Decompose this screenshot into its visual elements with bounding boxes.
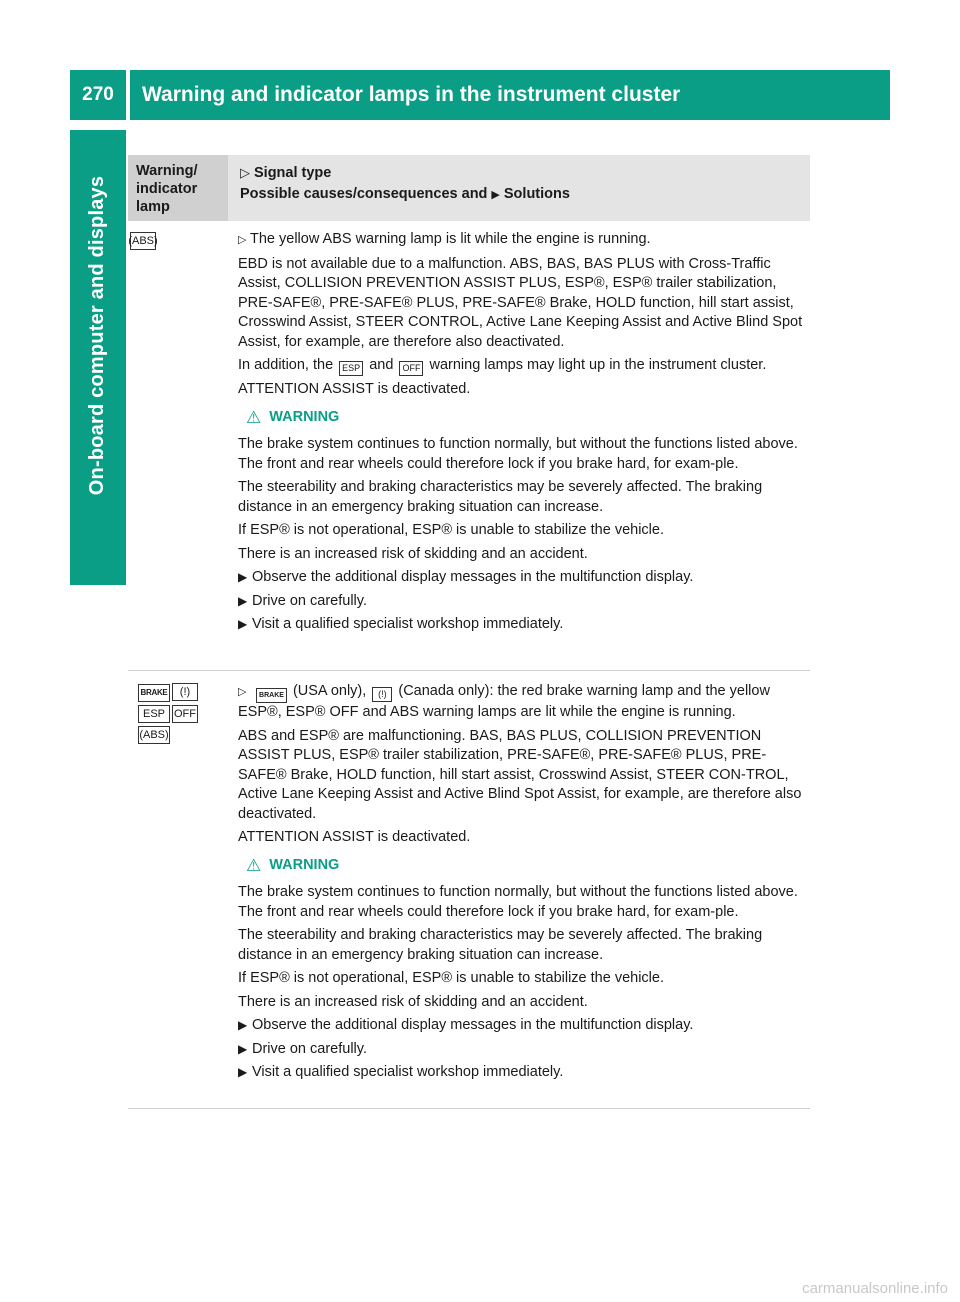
signal-triangle-icon: ▷ xyxy=(238,686,247,698)
row1-warning-3: If ESP® is not operational, ESP® is unable to stabilize the vehicle. xyxy=(238,522,664,539)
row-separator xyxy=(128,1108,810,1109)
solution-arrow-icon: ▶ xyxy=(238,570,248,585)
solution-arrow-icon: ▶ xyxy=(238,1018,248,1033)
signal-triangle-icon: ▷ xyxy=(238,234,247,246)
row2-warning-2: The steerability and braking characteristics may be severely affected. The braking distance in an emergency braking situation can increase. xyxy=(238,927,763,963)
esp-off-icon: OFF xyxy=(399,361,423,376)
warning-triangle-icon: ⚠ xyxy=(246,856,262,875)
esp-warning-icon: ESP xyxy=(339,361,363,376)
row2-warning-3: If ESP® is not operational, ESP® is unable to stabilize the vehicle. xyxy=(238,970,664,987)
solution-arrow-icon: ▶ xyxy=(491,188,500,201)
brake-canada-icon: (!) xyxy=(372,687,392,702)
row2-lamps xyxy=(138,682,208,746)
row2-attention: ATTENTION ASSIST is deactivated. xyxy=(238,829,471,846)
row2-warning-1: The brake system continues to function normally, but without the functions listed above. The front and rear wheels could therefore lock if you brake hard, for exam-ple. xyxy=(238,884,798,920)
solution-arrow-icon: ▶ xyxy=(238,1065,248,1080)
solution-arrow-icon: ▶ xyxy=(238,1041,248,1056)
col1-header: Warning/ indicator lamp xyxy=(128,155,228,221)
abs-warning-icon: (ABS) xyxy=(138,726,170,744)
warning-heading: ⚠ WARNING xyxy=(246,856,340,875)
row2-content: ▷ BRAKE (USA only), (!) (Canada only): the red brake warning lamp and the yellow ESP®, ESP® OFF and ABS warning lamps are lit while the engine is running. ABS and ESP® are malfunctioning. BAS, BAS PLUS, COLLISION PREVENTION ASSIST PLUS, ESP® trailer stabilization, PRE-SAFE®, PRE-SAFE® PLUS, PRE-SAFE® Brake, HOLD function, hill start assist, Crosswind Assist, STEER CON-TROL, Active Lane Keeping Assist and Active Blind Spot Assist, for example, are therefore also deactivated. ATTENTION ASSIST is deactivated. ⚠ WARNING The brake system continues to function normally, but without the functions listed above. The front and rear wheels could therefore lock if you brake hard, for exam-ple. The steerability and braking characteristics may be severely affected. The braking distance in an emergency braking situation can increase. If ESP® is not operational, ESP® is unable to stabilize the vehicle. There is an increased risk of skidding and an accident. ▶ Observe the additional display messages in the multifunction display. ▶ Drive on carefully. ▶ Visit a qualified specialist workshop immediately. xyxy=(238,682,804,1087)
footer-watermark: carmanualsonline.info xyxy=(802,1280,948,1297)
abs-warning-icon: (ABS) xyxy=(130,232,156,250)
row1-warning-1: The brake system continues to function normally, but without the functions listed above. The front and rear wheels could therefore lock if you brake hard, for exam-ple. xyxy=(238,436,798,472)
side-tab-label: On-board computer and displays xyxy=(86,175,109,495)
solutions-heading: Solutions xyxy=(503,186,570,202)
row1-lamps xyxy=(130,231,158,252)
esp-off-icon: OFF xyxy=(172,705,198,723)
row1-warning-4: There is an increased risk of skidding and an accident. xyxy=(238,545,588,562)
row1-cause: EBD is not available due to a malfunction. ABS, BAS, BAS PLUS with Cross-Traffic Assist, COLLISION PREVENTION ASSIST PLUS, ESP®, ESP® trailer stabilization, PRE-SAFE®, PRE-SAFE® PLUS, PRE-SAFE® Brake, HOLD function, hill start assist, Crosswind Assist, STEER CONTROL, Active Lane Keeping Assist and Active Blind Spot Assist, for example, are therefore also deactivated. xyxy=(238,255,803,350)
col2-header xyxy=(240,162,570,202)
side-tab-label-wrap xyxy=(70,130,126,540)
warning-heading: ⚠ WARNING xyxy=(246,408,340,427)
page-title: Warning and indicator lamps in the instrument cluster xyxy=(130,70,890,120)
row1-content: ▷ The yellow ABS warning lamp is lit while the engine is running. EBD is not available due to a malfunction. ABS, BAS, BAS PLUS with Cross-Traffic Assist, COLLISION PREVENTION ASSIST PLUS, ESP®, ESP® trailer stabilization, PRE-SAFE®, PRE-SAFE® PLUS, PRE-SAFE® Brake, HOLD function, hill start assist, Crosswind Assist, STEER CONTROL, Active Lane Keeping Assist and Active Blind Spot Assist, for example, are therefore also deactivated. In addition, the ESP and OFF warning lamps may light up in the instrument cluster. ATTENTION ASSIST is deactivated. ⚠ WARNING The brake system continues to function normally, but without the functions listed above. The front and rear wheels could therefore lock if you brake hard, for exam-ple. The steerability and braking characteristics may be severely affected. The braking distance in an emergency braking situation can increase. If ESP® is not operational, ESP® is unable to stabilize the vehicle. There is an increased risk of skidding and an accident. ▶ Observe the additional display messages in the multifunction display. ▶ Drive on carefully. ▶ Visit a qualified specialist workshop immediately. xyxy=(238,230,804,639)
causes-heading: Possible causes/consequences and xyxy=(240,186,488,202)
warning-triangle-icon: ⚠ xyxy=(246,408,262,427)
signal-type-heading: Signal type xyxy=(254,165,332,181)
signal-triangle-icon: ▷ xyxy=(240,165,250,180)
row1-attention: ATTENTION ASSIST is deactivated. xyxy=(238,381,471,398)
brake-warning-icon: BRAKE xyxy=(138,684,170,702)
page-number: 270 xyxy=(70,70,126,120)
solution-arrow-icon: ▶ xyxy=(238,593,248,608)
esp-warning-icon: ESP xyxy=(138,705,170,723)
row-separator xyxy=(128,670,810,671)
brake-canada-icon: (!) xyxy=(172,683,198,701)
solution-arrow-icon: ▶ xyxy=(238,617,248,632)
row1-signal: The yellow ABS warning lamp is lit while the engine is running. xyxy=(250,231,651,247)
row2-warning-4: There is an increased risk of skidding and an accident. xyxy=(238,993,588,1010)
row2-cause: ABS and ESP® are malfunctioning. BAS, BAS PLUS, COLLISION PREVENTION ASSIST PLUS, ESP® trailer stabilization, PRE-SAFE®, PRE-SAFE® PLUS, PRE-SAFE® Brake, HOLD function, hill start assist, Crosswind Assist, STEER CON-TROL, Active Lane Keeping Assist and Active Blind Spot Assist, for example, are therefore also deactivated. xyxy=(238,727,802,822)
brake-warning-icon: BRAKE xyxy=(256,688,287,703)
row1-warning-2: The steerability and braking characteristics may be severely affected. The braking distance in an emergency braking situation can increase. xyxy=(238,479,763,515)
